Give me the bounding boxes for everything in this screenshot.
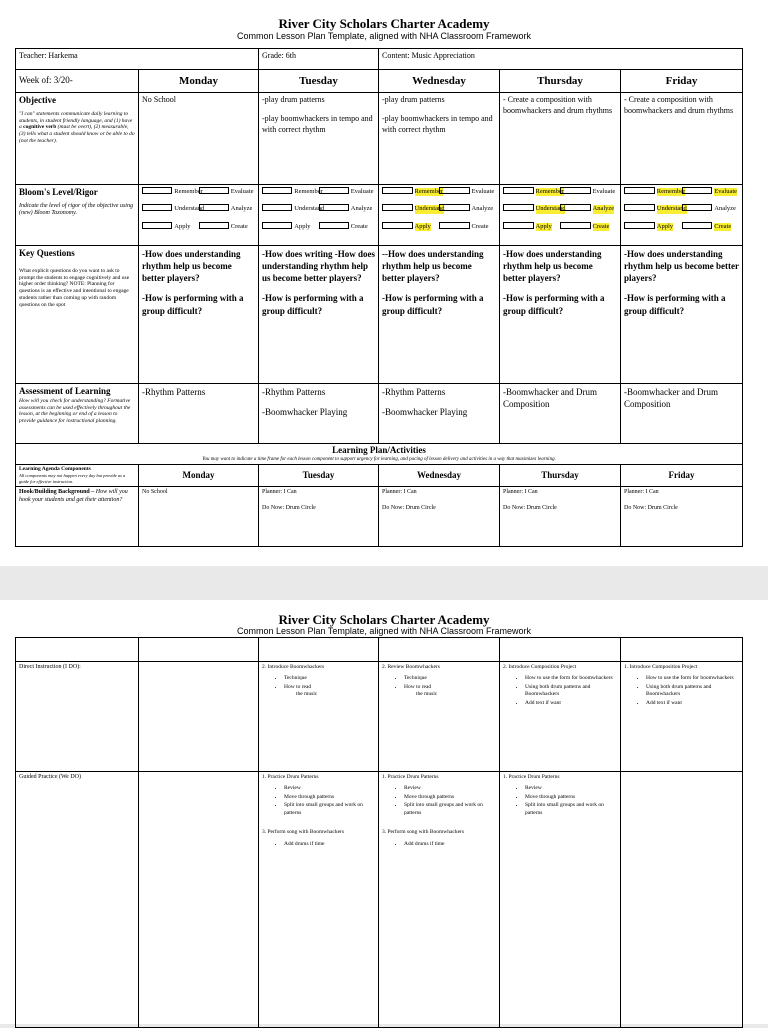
blooms-word: Create <box>350 222 368 230</box>
blooms-cell-friday <box>621 185 743 246</box>
hook-description: How will you hook your students and get their attention? <box>19 489 128 503</box>
blooms-option <box>439 222 496 231</box>
hook-cell: No School <box>139 487 259 547</box>
direct-instruction-cell-tuesday <box>259 662 379 772</box>
checkbox-icon <box>199 187 229 194</box>
lp-day-monday: Monday <box>139 465 259 487</box>
checkbox-icon <box>439 222 470 229</box>
content-field: Content: Music Appreciation <box>379 49 743 70</box>
guided-practice-cell-wednesday <box>379 772 500 1028</box>
bullet-item: • Add text if want <box>525 700 617 707</box>
bullet-item: • Review <box>284 785 375 792</box>
bullet-item: • Move through patterns <box>284 794 375 801</box>
blooms-row-pair <box>382 187 496 196</box>
bullet-list <box>284 785 375 817</box>
key-questions-cell: -How does understanding rhythm help us become better players? -How is performing with a group difficult? <box>621 246 743 384</box>
hook-cell: Planner: I Can Do Now: Drum Circle <box>259 487 379 547</box>
key-questions-cell: -How does understanding rhythm help us become better players? -How is performing with a group difficult? <box>500 246 621 384</box>
bullet-list <box>404 841 496 848</box>
blooms-word: Remember <box>656 188 686 195</box>
activity-line: 1. Introduce Composition Project <box>624 664 698 670</box>
activity-line: 1. Practice Drum Patterns <box>503 774 560 780</box>
objective-description: "I can" statements communicate daily learning to students, in student friendly language, and (1) have a cognitive verb (must be overt), (2) measurable, (3) tells what a student should know or be able to do (not the teacher). <box>19 110 135 145</box>
checkbox-icon <box>262 222 292 229</box>
lp-day-tuesday: Tuesday <box>259 465 379 487</box>
checkbox-icon <box>382 222 413 229</box>
bullet-item: • How to read <box>284 684 375 691</box>
blooms-option <box>199 187 256 196</box>
blooms-word: Analyze <box>592 205 615 213</box>
blooms-option <box>624 204 687 213</box>
blooms-option <box>682 204 740 213</box>
page-two <box>0 600 768 1024</box>
blooms-word: Remember <box>294 188 323 195</box>
bullet-list <box>646 675 739 707</box>
hook-label: Hook/Building Background – <box>19 489 95 496</box>
guided-practice-cell-tuesday <box>259 772 379 1028</box>
blooms-word: Create <box>230 222 248 230</box>
learning-plan-note: You may want to indicate a time frame for each lesson component to support urgency for learning, and pacing of lesson delivery and activities in a way that maximizes learning. <box>202 456 556 462</box>
bullet-list <box>525 675 617 707</box>
assessment-label: Assessment of Learning <box>19 386 111 396</box>
bullet-list <box>525 785 617 817</box>
week-field: Week of: 3/20- <box>16 70 139 93</box>
objective-cell: -play drum patterns -play boomwhackers in tempo and with correct rhythm <box>379 93 500 185</box>
blooms-word: Analyze <box>230 205 253 213</box>
checkbox-icon <box>624 187 655 194</box>
checkbox-icon <box>439 204 470 211</box>
direct-instruction-cell-friday <box>621 662 743 772</box>
bullet-item: • Add text if want <box>646 700 739 707</box>
bullet-item: • Using both drum patterns and Boomwhackers <box>525 684 617 699</box>
bullet-list <box>404 785 496 817</box>
blooms-row-pair <box>503 222 617 231</box>
day-header-thursday: Thursday <box>500 70 621 93</box>
assessment-cell: -Rhythm Patterns -Boomwhacker Playing <box>259 384 379 444</box>
blooms-row-pair <box>624 222 739 231</box>
blooms-row-pair <box>262 222 375 231</box>
assessment-cell: -Boomwhacker and Drum Composition <box>500 384 621 444</box>
checkbox-icon <box>319 187 349 194</box>
teacher-field: Teacher: Harkema <box>16 49 259 70</box>
blooms-word: Evaluate <box>230 188 254 195</box>
blooms-option <box>560 187 617 196</box>
blooms-word: Remember <box>535 188 565 195</box>
blooms-option <box>439 204 496 213</box>
blooms-word: Create <box>592 222 610 230</box>
objective-cell: -play drum patterns -play boomwhackers in tempo and with correct rhythm <box>259 93 379 185</box>
blooms-word: Evaluate <box>350 188 374 195</box>
checkbox-icon <box>560 204 591 211</box>
blooms-option <box>199 222 256 231</box>
bullet-list <box>404 675 496 691</box>
bullet-item: • Move through patterns <box>525 794 617 801</box>
checkbox-icon <box>319 204 349 211</box>
bullet-item: • How to read <box>404 684 496 691</box>
direct-instruction-row <box>16 662 743 772</box>
objective-label: Objective <box>19 95 56 105</box>
bullet-item: • Technique <box>284 675 375 682</box>
blooms-option <box>560 222 617 231</box>
components-description: All components may not happen every day but provide as a guide for effective instruction. <box>19 473 126 484</box>
bullet-item: • Review <box>404 785 496 792</box>
lp-day-thursday: Thursday <box>500 465 621 487</box>
key-questions-label: Key Questions <box>19 248 75 258</box>
checkbox-icon <box>142 222 172 229</box>
direct-instruction-cell-monday <box>139 662 259 772</box>
checkbox-icon <box>262 204 292 211</box>
blooms-word: Create <box>471 222 489 230</box>
assessment-row <box>16 384 743 444</box>
blooms-description: Indicate the level of rigor of the objective using (new) Bloom Taxonomy. <box>19 202 133 217</box>
blooms-option <box>262 204 325 213</box>
blooms-row-pair <box>624 204 739 213</box>
activity-line: the music <box>416 691 438 698</box>
lp-day-friday: Friday <box>621 465 743 487</box>
grade-field: Grade: 6th <box>259 49 379 70</box>
blooms-option <box>382 204 445 213</box>
checkbox-icon <box>560 222 591 229</box>
learning-plan-title: Learning Plan/Activities <box>332 445 426 455</box>
assessment-cell: -Boomwhacker and Drum Composition <box>621 384 743 444</box>
bullet-list <box>284 675 375 691</box>
blooms-cell-monday <box>139 185 259 246</box>
assessment-cell: -Rhythm Patterns -Boomwhacker Playing <box>379 384 500 444</box>
hook-row <box>16 487 743 547</box>
checkbox-icon <box>142 187 172 194</box>
blooms-option <box>560 204 617 213</box>
blooms-row-pair <box>142 222 255 231</box>
guided-practice-cell-monday <box>139 772 259 1028</box>
blooms-row <box>16 185 743 246</box>
blooms-word: Apply <box>656 222 674 230</box>
blooms-word: Understand <box>656 205 687 213</box>
activity-line: 3. Perform song with Boomwhackers <box>262 829 345 836</box>
blooms-option <box>682 222 740 231</box>
blooms-word: Apply <box>414 222 431 230</box>
blooms-word: Apply <box>535 222 552 230</box>
lp-day-wednesday: Wednesday <box>379 465 500 487</box>
blooms-option <box>439 187 496 196</box>
checkbox-icon <box>199 204 229 211</box>
activity-line: 2. Introduce Composition Project <box>503 664 577 670</box>
blooms-word: Analyze <box>471 205 494 213</box>
guided-practice-cell-thursday <box>500 772 621 1028</box>
bullet-item: • Review <box>525 785 617 792</box>
blooms-word: Evaluate <box>471 188 495 195</box>
key-questions-row <box>16 246 743 384</box>
blooms-option <box>682 187 740 196</box>
bullet-item: • Split into small groups and work on patterns <box>284 802 375 817</box>
checkbox-icon <box>439 187 470 194</box>
bullet-item: • Add drums if time <box>284 841 375 848</box>
blooms-row-pair <box>624 187 739 196</box>
blooms-label: Bloom's Level/Rigor <box>19 187 98 197</box>
bullet-item: • How to use the form for boomwhackers <box>525 675 617 682</box>
checkbox-icon <box>682 187 713 194</box>
bullet-item: • Move through patterns <box>404 794 496 801</box>
blooms-option <box>382 187 444 196</box>
key-questions-description: What explicit questions do you want to ask to prompt the students to engage cognitively and use higher order thinking? NOTE: Planning for questions is an effective and intentional to engage students rather than coming up with random questions on the spot <box>19 267 130 309</box>
blooms-word: Apply <box>294 222 311 230</box>
blooms-cell-tuesday <box>259 185 379 246</box>
objective-cell: - Create a composition with boomwhackers and drum rhythms <box>621 93 743 185</box>
bullet-item: • Add drums if time <box>404 841 496 848</box>
key-questions-cell: --How does understanding rhythm help us become better players? -How is performing with a group difficult? <box>379 246 500 384</box>
blooms-option <box>319 187 376 196</box>
day-header-wednesday: Wednesday <box>379 70 500 93</box>
blooms-option <box>503 187 565 196</box>
school-title: River City Scholars Charter Academy <box>278 612 490 627</box>
checkbox-icon <box>262 187 292 194</box>
activities-table <box>15 637 743 1028</box>
blooms-row-pair <box>142 187 255 196</box>
learning-plan-header-row <box>16 444 743 465</box>
bullet-item: • Split into small groups and work on patterns <box>525 802 617 817</box>
activity-line: the music <box>296 691 318 698</box>
blooms-word: Analyze <box>714 205 736 213</box>
blooms-option <box>503 222 560 231</box>
blooms-row-pair <box>142 204 255 213</box>
lesson-plan-table <box>15 48 743 547</box>
checkbox-icon <box>319 222 349 229</box>
blooms-option <box>262 187 323 196</box>
blooms-option <box>624 222 682 231</box>
activity-line: 3. Perform song with Boomwhackers <box>382 829 465 836</box>
template-subtitle: Common Lesson Plan Template, aligned with NHA Classroom Framework <box>237 626 531 636</box>
blooms-word: Understand <box>174 205 205 213</box>
blooms-word: Understand <box>535 205 566 213</box>
checkbox-icon <box>382 187 413 194</box>
checkbox-icon <box>682 222 713 229</box>
assessment-cell: -Rhythm Patterns <box>139 384 259 444</box>
checkbox-icon <box>503 222 534 229</box>
blooms-word: Create <box>714 222 732 230</box>
direct-instruction-label: Direct Instruction (I DO): <box>16 662 139 772</box>
activities-blank-header-row <box>16 638 743 662</box>
blooms-row-pair <box>262 204 375 213</box>
blooms-word: Apply <box>174 222 191 230</box>
blooms-option <box>142 222 199 231</box>
assessment-description: How will you check for understanding? Formative assessments can be used effectively throughout the lesson, at the beginning or end of a lesson to provide guidance for instructional planning. <box>19 397 131 425</box>
day-header-tuesday: Tuesday <box>259 70 379 93</box>
blooms-option <box>262 222 319 231</box>
checkbox-icon <box>624 222 655 229</box>
guided-practice-row <box>16 772 743 1028</box>
blooms-row-pair <box>503 187 617 196</box>
guided-practice-label: Guided Practice (We DO) <box>16 772 139 1028</box>
checkbox-icon <box>560 187 591 194</box>
checkbox-icon <box>142 204 172 211</box>
checkbox-icon <box>199 222 229 229</box>
activity-line: 1. Practice Drum Patterns <box>382 774 439 780</box>
blooms-word: Analyze <box>350 205 373 213</box>
key-questions-cell: -How does understanding rhythm help us become better players? -How is performing with a group difficult? <box>139 246 259 384</box>
activity-line: 2. Introduce Boomwhackers <box>262 664 325 670</box>
blooms-word: Remember <box>414 188 444 195</box>
blooms-option <box>142 187 203 196</box>
blooms-row-pair <box>262 187 375 196</box>
checkbox-icon <box>624 204 655 211</box>
blooms-option <box>142 204 205 213</box>
day-header-friday: Friday <box>621 70 743 93</box>
hook-cell: Planner: I Can Do Now: Drum Circle <box>621 487 743 547</box>
hook-cell: Planner: I Can Do Now: Drum Circle <box>500 487 621 547</box>
direct-instruction-cell-wednesday <box>379 662 500 772</box>
objective-cell: No School <box>139 93 259 185</box>
checkbox-icon <box>682 204 713 211</box>
blooms-option <box>199 204 256 213</box>
checkbox-icon <box>382 204 413 211</box>
blooms-cell-wednesday <box>379 185 500 246</box>
objective-row <box>16 93 743 185</box>
bullet-item: • How to use the form for boomwhackers <box>646 675 739 682</box>
hook-cell: Planner: I Can Do Now: Drum Circle <box>379 487 500 547</box>
blooms-word: Understand <box>414 205 445 213</box>
day-header-monday: Monday <box>139 70 259 93</box>
bullet-item: • Split into small groups and work on patterns <box>404 802 496 817</box>
bullet-item: • Technique <box>404 675 496 682</box>
school-title: River City Scholars Charter Academy <box>278 16 490 31</box>
key-questions-cell: -How does writing -How does understanding rhythm help us become better players? -How is performing with a group difficult? <box>259 246 379 384</box>
blooms-word: Remember <box>174 188 203 195</box>
blooms-cell-thursday <box>500 185 621 246</box>
blooms-option <box>382 222 439 231</box>
bullet-item: • Using both drum patterns and Boomwhackers <box>646 684 739 699</box>
objective-cell: - Create a composition with boomwhackers and drum rhythms <box>500 93 621 185</box>
blooms-word: Understand <box>294 205 325 213</box>
checkbox-icon <box>503 187 534 194</box>
blooms-word: Evaluate <box>714 188 738 195</box>
blooms-option <box>624 187 686 196</box>
bullet-list <box>284 841 375 848</box>
blooms-row-pair <box>382 204 496 213</box>
blooms-option <box>319 204 376 213</box>
guided-practice-cell-friday <box>621 772 743 1028</box>
blooms-option <box>319 222 376 231</box>
blooms-word: Evaluate <box>592 188 616 195</box>
activity-line: 1. Practice Drum Patterns <box>262 774 319 780</box>
direct-instruction-cell-thursday <box>500 662 621 772</box>
checkbox-icon <box>503 204 534 211</box>
template-subtitle: Common Lesson Plan Template, aligned with NHA Classroom Framework <box>237 31 531 41</box>
components-label: Learning Agenda Components <box>19 466 91 473</box>
blooms-option <box>503 204 566 213</box>
activity-line: 2. Review Boomwhackers <box>382 664 440 670</box>
blooms-row-pair <box>382 222 496 231</box>
blooms-row-pair <box>503 204 617 213</box>
